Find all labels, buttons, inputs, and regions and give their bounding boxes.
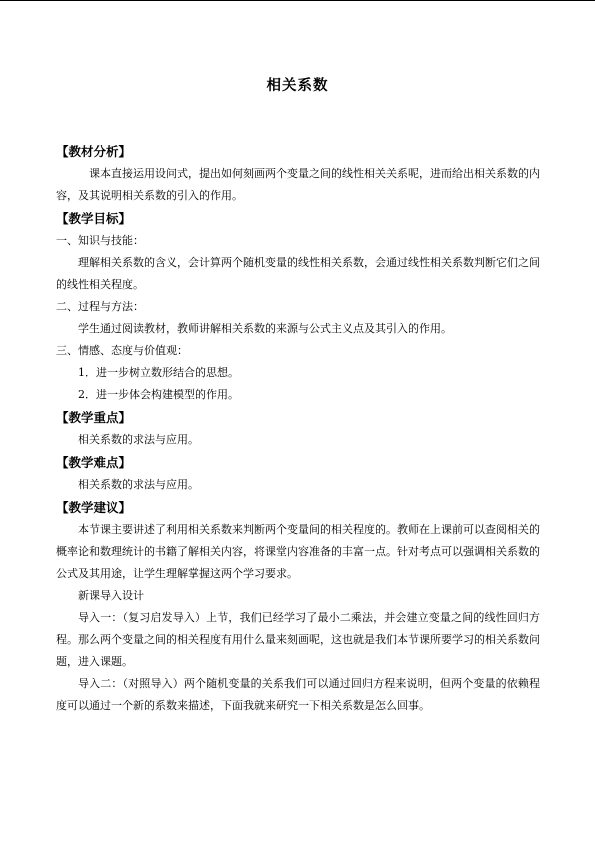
- goal-emotion-item-1: 1．进一步树立数形结合的思想。: [78, 366, 239, 379]
- goal-knowledge-text: 理解相关系数的含义，会计算两个随机变量的线性相关系数，会通过线性相关系数判断它们之间的线性相关程度。: [56, 256, 540, 291]
- section-heading-difficulties: 【教学难点】: [56, 455, 132, 470]
- page-title: 相关系数: [266, 77, 329, 94]
- analysis-paragraph: 课本直接运用设问式，提出如何刻画两个变量之间的线性相关关系呢，进而给出相关系数的内容，及其说明相关系数的引入的作用。: [56, 167, 540, 202]
- goal-process-text: 学生通过阅读教材，教师讲解相关系数的来源与公式主义点及其引入的作用。: [78, 322, 452, 335]
- section-heading-key-points: 【教学重点】: [56, 410, 132, 425]
- suggestions-paragraph-4: 导入二：（对照导入）两个随机变量的关系我们可以通过回归方程来说明，但两个变量的依赖程度可以通过一个新的系数来描述，下面我就来研究一下相关系数是怎么回事。: [56, 677, 540, 712]
- difficulties-text: 相关系数的求法与应用。: [78, 478, 199, 491]
- document-body: [56, 140, 540, 717]
- section-heading-goals: 【教学目标】: [56, 211, 132, 226]
- key-points-text: 相关系数的求法与应用。: [78, 433, 199, 446]
- suggestions-paragraph-2: 新课导入设计: [78, 589, 144, 602]
- goal-knowledge-title: 一、知识与技能：: [56, 234, 144, 247]
- goal-emotion-title: 三、情感、态度与价值观：: [56, 344, 188, 357]
- suggestions-paragraph-3: 导入一：（复习启发导入）上节，我们已经学习了最小二乘法，并会建立变量之间的线性回归方程。那么两个变量之间的相关程度有用什么量来刻画呢，这也就是我们本节课所要学习的相关系数问题，进入课题。: [56, 611, 540, 668]
- section-heading-analysis: 【教材分析】: [56, 144, 132, 159]
- goal-emotion-item-2: 2．进一步体会构建模型的作用。: [78, 388, 239, 401]
- section-heading-suggestions: 【教学建议】: [56, 500, 132, 515]
- suggestions-paragraph-1: 本节课主要讲述了利用相关系数来判断两个变量间的相关程度的。教师在上课前可以查阅相关的概率论和数理统计的书籍了解相关内容，将课堂内容准备的丰富一点。针对考点可以强调相关系数的公式及其用途，让学生理解掌握这两个学习要求。: [56, 523, 540, 580]
- header-rule: [0, 0, 595, 1]
- goal-process-title: 二、过程与方法：: [56, 300, 144, 313]
